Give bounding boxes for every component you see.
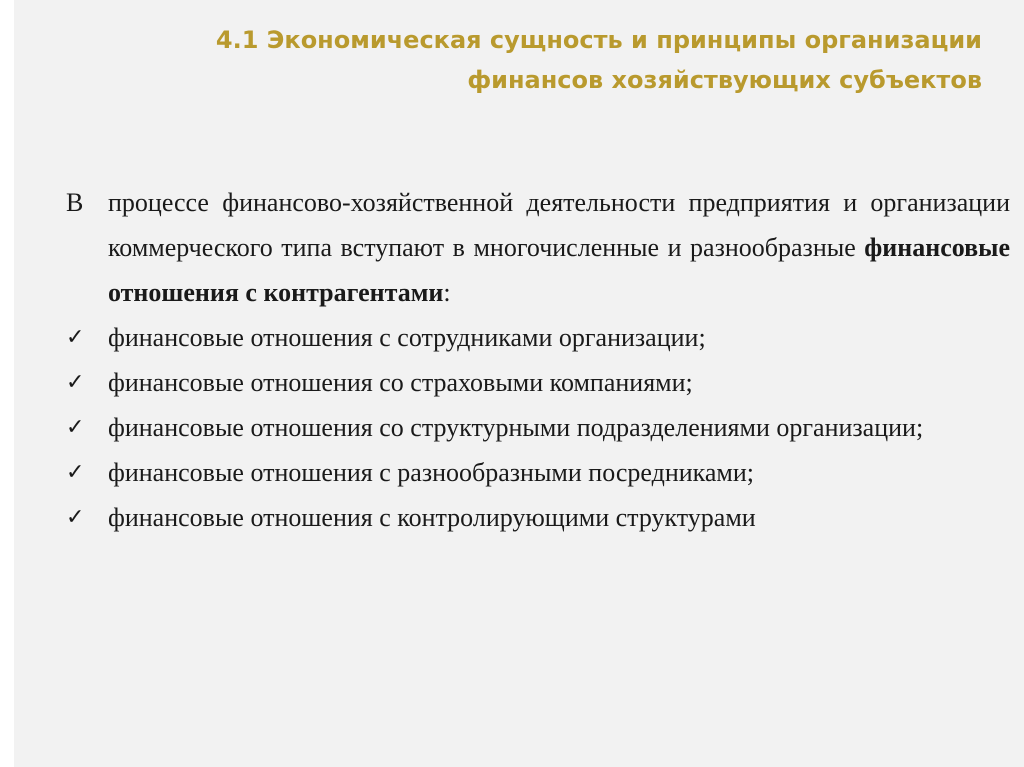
check-icon: ✓ xyxy=(66,415,85,440)
list-item xyxy=(66,315,1010,360)
list-item xyxy=(66,495,1010,540)
slide-title xyxy=(164,20,982,100)
check-icon: ✓ xyxy=(66,325,85,350)
check-icon: ✓ xyxy=(66,370,85,395)
intro-paragraph xyxy=(66,180,1010,315)
slide xyxy=(14,0,1024,767)
slide-title-line-1: 4.1 Экономическая сущность и принципы организации xyxy=(215,26,982,54)
list-item xyxy=(66,405,1010,450)
slide-body xyxy=(66,180,1010,540)
list-item-text: финансовые отношения с разнообразными посредниками; xyxy=(108,458,755,487)
check-icon: ✓ xyxy=(66,460,85,485)
list-item xyxy=(66,450,1010,495)
intro-tail: : xyxy=(443,278,451,307)
check-icon: ✓ xyxy=(66,505,85,530)
intro-bold-text: финансовые отношения с контрагентами xyxy=(108,233,1010,307)
intro-lead-word: В xyxy=(66,188,84,217)
intro-text: процессе финансово-хозяйственной деятельности предприятия и организации коммерческого типа вступают в многочисленные и разнообразные xyxy=(108,188,1010,262)
relations-list xyxy=(66,315,1010,540)
slide-title-line-2: финансов хозяйствующих субъектов xyxy=(467,66,982,94)
list-item xyxy=(66,360,1010,405)
list-item-text: финансовые отношения с сотрудниками организации; xyxy=(108,323,706,352)
list-item-text: финансовые отношения с контролирующими структурами xyxy=(108,503,756,532)
list-item-text: финансовые отношения со структурными подразделениями организации; xyxy=(108,413,924,442)
list-item-text: финансовые отношения со страховыми компаниями; xyxy=(108,368,693,397)
